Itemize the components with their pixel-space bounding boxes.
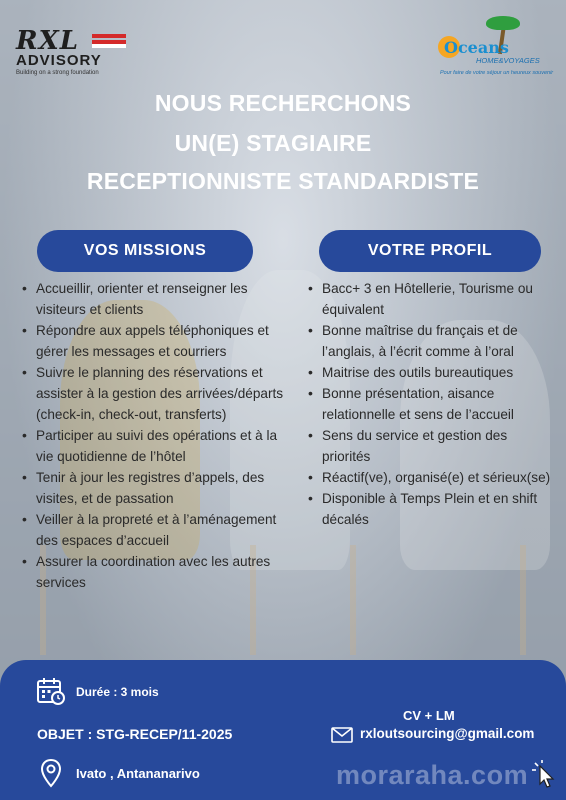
- footer-panel: [0, 660, 566, 800]
- map-pin-icon: [40, 758, 62, 788]
- flag-icon: [92, 34, 126, 48]
- missions-heading: VOS MISSIONS: [37, 230, 253, 272]
- rxl-advisory-logo: [14, 26, 134, 82]
- logo-slogan: Pour faire de votre séjour un heureux souvenir: [440, 70, 554, 76]
- contact-email-link[interactable]: rxloutsourcing@gmail.com: [360, 726, 535, 741]
- headline-line-3: RECEPTIONNISTE STANDARDISTE: [86, 168, 480, 194]
- list-item: • Sens du service et gestion des priorités: [308, 425, 558, 467]
- profil-list: [308, 278, 558, 530]
- list-item: • Assurer la coordination avec les autres services: [22, 551, 290, 593]
- list-item: • Suivre le planning des réservations et assister à la gestion des arrivées/départs (check-in, check-out, transferts): [22, 362, 290, 425]
- application-documents-text: CV + LM: [403, 708, 455, 723]
- cursor-icon: [532, 760, 558, 790]
- palm-leaf-icon: [486, 16, 520, 30]
- list-item: • Participer au suivi des opérations et à la vie quotidienne de l’hôtel: [22, 425, 290, 467]
- missions-list: [22, 278, 290, 593]
- background-chair-leg: [350, 545, 356, 655]
- background-chair-leg: [520, 545, 526, 655]
- logo-rxl-text: RXL: [16, 26, 80, 56]
- logo-tagline: Building on a strong foundation: [16, 70, 99, 76]
- logo-oceans-text: Oceans: [444, 38, 509, 57]
- list-item: • Disponible à Temps Plein et en shift décalés: [308, 488, 558, 530]
- list-item: • Réactif(ve), organisé(e) et sérieux(se): [308, 467, 558, 488]
- mail-icon: [331, 727, 353, 743]
- list-item: • Maitrise des outils bureautiques: [308, 362, 558, 383]
- list-item: • Répondre aux appels téléphoniques et gérer les messages et courriers: [22, 320, 290, 362]
- duration-text: Durée : 3 mois: [76, 685, 159, 699]
- list-item: • Bacc+ 3 en Hôtellerie, Tourisme ou équivalent: [308, 278, 558, 320]
- calendar-icon: [36, 676, 66, 706]
- reference-text: OBJET : STG-RECEP/11-2025: [37, 726, 233, 742]
- list-item: • Bonne maîtrise du français et de l’anglais, à l’écrit comme à l’oral: [308, 320, 558, 362]
- location-text: Ivato , Antananarivo: [76, 766, 200, 781]
- logo-advisory-text: ADVISORY: [16, 52, 102, 69]
- logo-home-voyages-text: HOME&VOYAGES: [476, 56, 540, 65]
- oceans-home-voyages-logo: [436, 14, 558, 84]
- list-item: • Tenir à jour les registres d’appels, des visites, et de passation: [22, 467, 290, 509]
- watermark-text: moraraha.com: [336, 760, 529, 790]
- list-item: • Veiller à la propreté et à l’aménagement des espaces d’accueil: [22, 509, 290, 551]
- headline-line-1: NOUS RECHERCHONS: [154, 90, 412, 116]
- profil-heading: VOTRE PROFIL: [319, 230, 541, 272]
- headline-line-2: UN(E) STAGIAIRE: [174, 130, 372, 156]
- list-item: • Bonne présentation, aisance relationnelle et sens de l’accueil: [308, 383, 558, 425]
- list-item: • Accueillir, orienter et renseigner les visiteurs et clients: [22, 278, 290, 320]
